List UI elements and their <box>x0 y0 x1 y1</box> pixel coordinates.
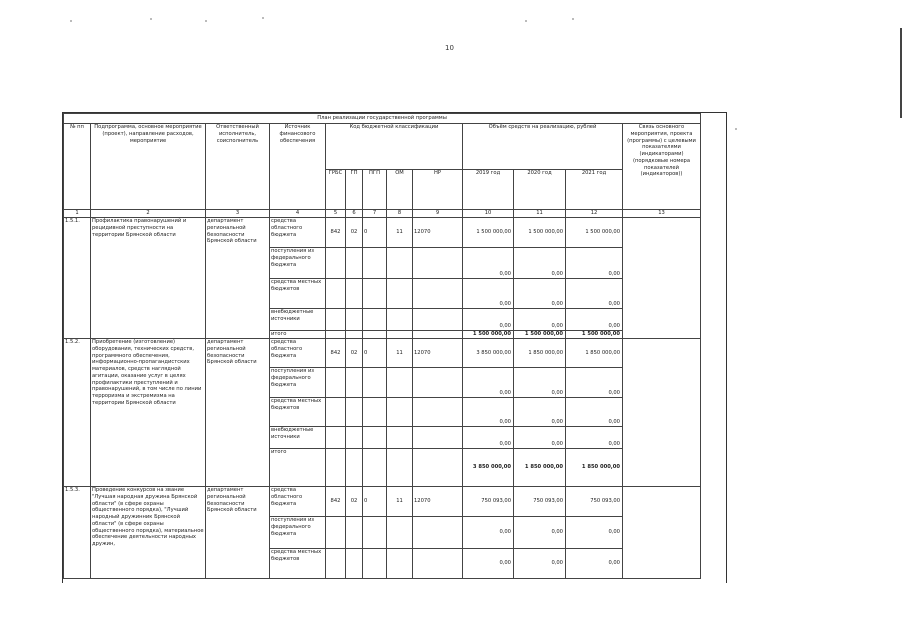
scan-speck <box>262 17 264 19</box>
gp-code <box>346 549 363 579</box>
scan-speck <box>150 18 152 20</box>
np-code <box>413 449 463 487</box>
section-number: 1.5.3. <box>64 487 91 579</box>
amount-2020: 0,00 <box>514 549 566 579</box>
amount-2020: 0,00 <box>514 517 566 549</box>
funding-source: средства местных бюджетов <box>270 279 326 309</box>
np-code: 12070 <box>413 218 463 248</box>
column-number: 6 <box>346 210 363 218</box>
section-number: 1.5.1. <box>64 218 91 339</box>
np-code: 12070 <box>413 339 463 368</box>
np-code <box>413 248 463 279</box>
gp-code <box>346 398 363 427</box>
amount-2021: 1 850 000,00 <box>566 339 623 368</box>
amount-2020: 750 093,00 <box>514 487 566 517</box>
column-number: 13 <box>623 210 701 218</box>
pgp-code <box>363 517 387 549</box>
header-gp: ГП <box>346 170 363 210</box>
om-code <box>387 427 413 449</box>
column-number: 11 <box>514 210 566 218</box>
om-code <box>387 248 413 279</box>
column-number: 10 <box>463 210 514 218</box>
gp-code <box>346 517 363 549</box>
section-name: Проведение конкурсов на звание "Лучшая народная дружина Брянской области" (в сфере охраны общественного порядка), "Лучший народный дружинник Брянской области" (в сфере охраны общественного порядка), материальное обеспечение деятельности народных дружин, <box>91 487 206 579</box>
gp-code <box>346 449 363 487</box>
amount-2021: 1 500 000,00 <box>566 218 623 248</box>
amount-2020: 0,00 <box>514 427 566 449</box>
header-pgp: ПГП <box>363 170 387 210</box>
pgp-code <box>363 309 387 331</box>
amount-2020: 1 500 000,00 <box>514 218 566 248</box>
scan-speck <box>70 20 72 22</box>
pgp-code <box>363 449 387 487</box>
amount-2021: 750 093,00 <box>566 487 623 517</box>
np-code: 12070 <box>413 487 463 517</box>
header-np: НР <box>413 170 463 210</box>
section-responsible: департамент региональной безопасности Брянской области <box>206 339 270 487</box>
scan-edge-mark <box>900 28 902 118</box>
total-2020: 1 500 000,00 <box>514 331 566 339</box>
gp-code <box>346 368 363 398</box>
amount-2020: 0,00 <box>514 309 566 331</box>
scan-speck <box>572 18 574 20</box>
total-2020: 1 850 000,00 <box>514 449 566 487</box>
np-code <box>413 549 463 579</box>
header-2020: 2020 год <box>514 170 566 210</box>
grbs-code <box>326 449 346 487</box>
grbs-code <box>326 309 346 331</box>
total-2019: 1 500 000,00 <box>463 331 514 339</box>
om-code <box>387 398 413 427</box>
grbs-code <box>326 331 346 339</box>
header-om: ОМ <box>387 170 413 210</box>
column-number: 8 <box>387 210 413 218</box>
amount-2020: 0,00 <box>514 248 566 279</box>
indicator-link <box>623 339 701 487</box>
program-plan-sheet <box>62 112 727 583</box>
om-code <box>387 279 413 309</box>
np-code <box>413 517 463 549</box>
header-2021: 2021 год <box>566 170 623 210</box>
grbs-code <box>326 398 346 427</box>
np-code <box>413 427 463 449</box>
column-number: 2 <box>91 210 206 218</box>
amount-2021: 0,00 <box>566 398 623 427</box>
gp-code <box>346 427 363 449</box>
section-responsible: департамент региональной безопасности Брянской области <box>206 218 270 339</box>
grbs-code <box>326 549 346 579</box>
page-number: 10 <box>445 44 454 52</box>
column-number: 5 <box>326 210 346 218</box>
section-number: 1.5.2. <box>64 339 91 487</box>
column-number: 1 <box>64 210 91 218</box>
pgp-code: 0 <box>363 218 387 248</box>
np-code <box>413 309 463 331</box>
scan-speck <box>525 20 527 22</box>
header-source: Источник финансового обеспечения <box>270 124 326 210</box>
pgp-code <box>363 331 387 339</box>
np-code <box>413 368 463 398</box>
header-grbs: ГРБС <box>326 170 346 210</box>
amount-2020: 0,00 <box>514 368 566 398</box>
amount-2020: 0,00 <box>514 279 566 309</box>
amount-2020: 0,00 <box>514 398 566 427</box>
total-2021: 1 500 000,00 <box>566 331 623 339</box>
amount-2021: 0,00 <box>566 279 623 309</box>
grbs-code: 842 <box>326 339 346 368</box>
column-number: 9 <box>413 210 463 218</box>
om-code: 11 <box>387 218 413 248</box>
amount-2019: 0,00 <box>463 517 514 549</box>
om-code: 11 <box>387 339 413 368</box>
section-name: Профилактика правонарушений и рецидивной преступности на территории Брянской области <box>91 218 206 339</box>
grbs-code: 842 <box>326 487 346 517</box>
grbs-code <box>326 279 346 309</box>
pgp-code: 0 <box>363 339 387 368</box>
pgp-code <box>363 427 387 449</box>
funding-source: поступления из федерального бюджета <box>270 517 326 549</box>
grbs-code <box>326 368 346 398</box>
amount-2021: 0,00 <box>566 248 623 279</box>
amount-2019: 0,00 <box>463 248 514 279</box>
header-responsible: Ответственный исполнитель, соисполнитель <box>206 124 270 210</box>
funding-source-total: итого <box>270 331 326 339</box>
funding-source: средства областного бюджета <box>270 339 326 368</box>
amount-2021: 0,00 <box>566 427 623 449</box>
column-number: 4 <box>270 210 326 218</box>
grbs-code <box>326 248 346 279</box>
om-code: 11 <box>387 487 413 517</box>
om-code <box>387 331 413 339</box>
gp-code <box>346 248 363 279</box>
indicator-link <box>623 487 701 579</box>
om-code <box>387 368 413 398</box>
header-num: № пп <box>64 124 91 210</box>
np-code <box>413 398 463 427</box>
pgp-code <box>363 398 387 427</box>
gp-code <box>346 331 363 339</box>
amount-2021: 0,00 <box>566 517 623 549</box>
pgp-code <box>363 549 387 579</box>
gp-code <box>346 309 363 331</box>
gp-code <box>346 279 363 309</box>
gp-code: 02 <box>346 339 363 368</box>
funding-source: поступления из федерального бюджета <box>270 248 326 279</box>
funding-source: внебюджетные источники <box>270 309 326 331</box>
np-code <box>413 331 463 339</box>
amount-2019: 0,00 <box>463 279 514 309</box>
om-code <box>387 449 413 487</box>
om-code <box>387 309 413 331</box>
amount-2019: 1 500 000,00 <box>463 218 514 248</box>
pgp-code: 0 <box>363 487 387 517</box>
column-number: 3 <box>206 210 270 218</box>
program-plan-table <box>63 113 701 579</box>
np-code <box>413 279 463 309</box>
om-code <box>387 549 413 579</box>
header-budget-code: Код бюджетной классификации <box>326 124 463 170</box>
funding-source: поступления из федерального бюджета <box>270 368 326 398</box>
om-code <box>387 517 413 549</box>
funding-source: средства областного бюджета <box>270 218 326 248</box>
funding-source: средства местных бюджетов <box>270 549 326 579</box>
section-name: Приобретение (изготовление) оборудования, технических средств, программного обеспечения, информационно-пропагандистских материалов, средств наглядной агитации, оказание услуг в целях профилактики преступлений и правонарушений, в том числе по линии терроризма и экстремизма на территории Брянской области <box>91 339 206 487</box>
amount-2019: 0,00 <box>463 368 514 398</box>
pgp-code <box>363 279 387 309</box>
header-funding: Объём средств на реализацию, рублей <box>463 124 623 170</box>
section-responsible: департамент региональной безопасности Брянской области <box>206 487 270 579</box>
header-link: Связь основного мероприятия, проекта (программы) с целевыми показателями (индикаторами) (порядковые номера показателей (индикаторов)) <box>623 124 701 210</box>
funding-source: средства местных бюджетов <box>270 398 326 427</box>
amount-2021: 0,00 <box>566 549 623 579</box>
grbs-code <box>326 427 346 449</box>
amount-2019: 0,00 <box>463 427 514 449</box>
amount-2019: 0,00 <box>463 309 514 331</box>
column-number: 7 <box>363 210 387 218</box>
amount-2021: 0,00 <box>566 309 623 331</box>
indicator-link <box>623 218 701 339</box>
grbs-code <box>326 517 346 549</box>
gp-code: 02 <box>346 487 363 517</box>
amount-2019: 0,00 <box>463 549 514 579</box>
pgp-code <box>363 248 387 279</box>
total-2019: 3 850 000,00 <box>463 449 514 487</box>
funding-source: внебюджетные источники <box>270 427 326 449</box>
pgp-code <box>363 368 387 398</box>
gp-code: 02 <box>346 218 363 248</box>
header-2019: 2019 год <box>463 170 514 210</box>
funding-source: средства областного бюджета <box>270 487 326 517</box>
amount-2021: 0,00 <box>566 368 623 398</box>
amount-2019: 0,00 <box>463 398 514 427</box>
scan-speck <box>205 20 207 22</box>
funding-source-total: итого <box>270 449 326 487</box>
amount-2019: 3 850 000,00 <box>463 339 514 368</box>
amount-2020: 1 850 000,00 <box>514 339 566 368</box>
column-number: 12 <box>566 210 623 218</box>
grbs-code: 842 <box>326 218 346 248</box>
table-title: План реализации государственной программы <box>64 114 701 124</box>
amount-2019: 750 093,00 <box>463 487 514 517</box>
header-name: Подпрограмма, основное мероприятие (проект), направление расходов, мероприятие <box>91 124 206 210</box>
scan-speck <box>735 128 737 130</box>
total-2021: 1 850 000,00 <box>566 449 623 487</box>
